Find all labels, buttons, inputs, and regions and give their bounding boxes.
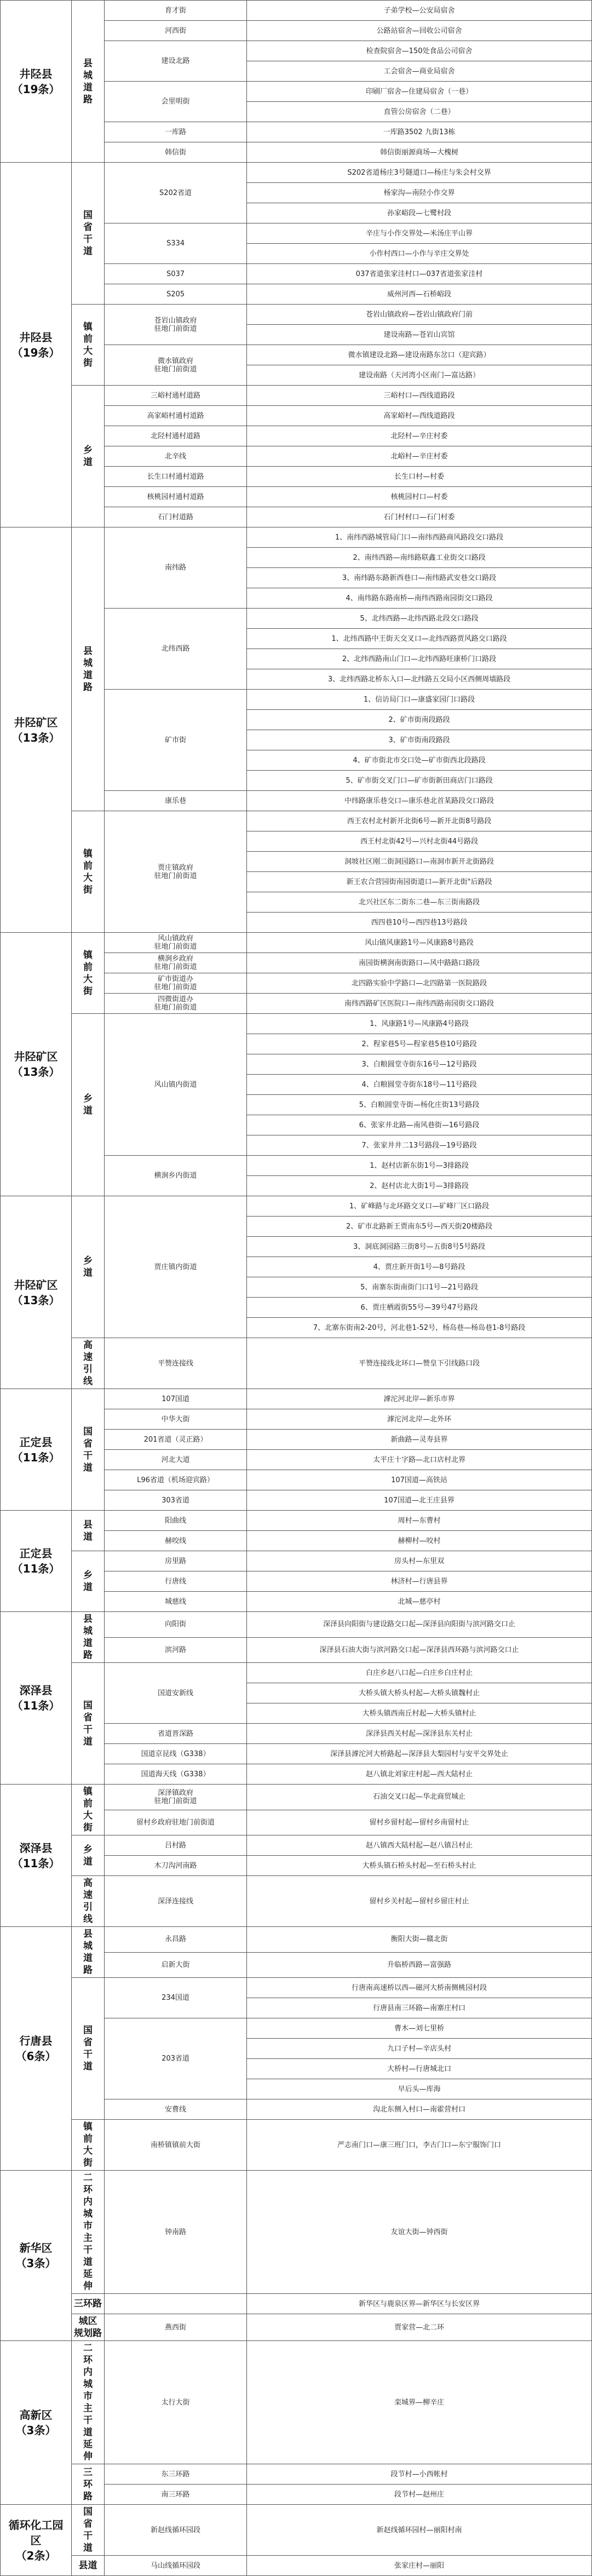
category-cell: 县 城 道 路 bbox=[72, 1612, 105, 1663]
road-range-cell: 小作村西口—小作与辛庄交界处 bbox=[247, 244, 592, 264]
road-range-cell: 行唐县南三环路—南寨庄村口 bbox=[247, 1998, 592, 2018]
road-range-cell: 2、矿市街南段路段 bbox=[247, 710, 592, 730]
road-range-cell: 5、白粮圆堂寺街—杨化庄街13号路段 bbox=[247, 1095, 592, 1115]
table-row bbox=[1, 2171, 592, 2294]
road-range-cell: 韩信街丽源商场—大槐树 bbox=[247, 142, 592, 163]
road-range-cell: 北峪村—辛庄村委 bbox=[247, 446, 592, 467]
road-name-cell: 107国道 bbox=[105, 1389, 247, 1409]
road-name-cell: 国道海天线（G338） bbox=[105, 1764, 247, 1785]
county-cell: 井陉县 （19条） bbox=[1, 1, 72, 163]
road-name-cell: 石门村道路 bbox=[105, 507, 247, 527]
road-name-cell: S202省道 bbox=[105, 163, 247, 223]
road-name-cell: 苍岩山镇政府 驻地门前街道 bbox=[105, 305, 247, 345]
road-range-cell: 3、矿市街南段路段 bbox=[247, 730, 592, 750]
road-name-cell: 新赵线循环园段 bbox=[105, 2505, 247, 2556]
road-range-cell: 曹木—刘七里桥 bbox=[247, 2018, 592, 2039]
road-name-cell: 滨河路 bbox=[105, 1637, 247, 1663]
road-name-cell: 风山镇政府 驻地门前街道 bbox=[105, 933, 247, 953]
road-name-cell: 建设北路 bbox=[105, 41, 247, 82]
category-cell: 县道 bbox=[72, 2556, 105, 2576]
road-name-cell: 一库路 bbox=[105, 122, 247, 142]
category-cell: 县 道 bbox=[72, 1511, 105, 1551]
road-name-cell: S205 bbox=[105, 284, 247, 305]
category-cell: 二 环 内 城 市 主 干 道 延 伸 bbox=[72, 2341, 105, 2464]
road-range-cell: 子弟学校—公安局宿舍 bbox=[247, 1, 592, 21]
road-range-cell: 2、北纬西路南山门口—北纬西路旺康桥门口路段 bbox=[247, 649, 592, 669]
road-name-cell: 深泽连接线 bbox=[105, 1876, 247, 1927]
county-cell: 井陉矿区 （13条） bbox=[1, 1196, 72, 1389]
road-range-cell: 段节村—赵州庄 bbox=[247, 2485, 592, 2505]
road-name-cell: 南桥镇镇前大街 bbox=[105, 2120, 247, 2171]
category-cell: 高 速 引 线 bbox=[72, 1338, 105, 1389]
road-name-cell: 房里路 bbox=[105, 1551, 247, 1571]
road-name-cell: 201省道（灵正路） bbox=[105, 1430, 247, 1450]
road-range-cell: 北兴社区东二街东二巷—东三街南路段 bbox=[247, 892, 592, 913]
road-range-cell: 公路站宿舍—回收公司宿舍 bbox=[247, 21, 592, 41]
category-cell: 国 省 干 道 bbox=[72, 1389, 105, 1511]
road-range-cell: 西四巷10号—西四巷13号路段 bbox=[247, 913, 592, 933]
category-cell: 乡 道 bbox=[72, 386, 105, 527]
road-range-cell: 赫柳村—咬村 bbox=[247, 1531, 592, 1551]
road-range-cell: S202省道杨庄3号隧道口—杨庄与朱会村交界 bbox=[247, 163, 592, 183]
road-name-cell: 省道晋深路 bbox=[105, 1724, 247, 1744]
road-range-cell: 1、风康路1号—风康路4号路段 bbox=[247, 1014, 592, 1034]
road-range-cell: 微水镇建设北路—建设南路东岔口（迎宾路） bbox=[247, 345, 592, 365]
road-name-cell: 203省道 bbox=[105, 2018, 247, 2099]
road-range-cell: 林济村—行唐县界 bbox=[247, 1571, 592, 1592]
road-range-cell: 赵八镇北刘家庄村起—西大陆村止 bbox=[247, 1764, 592, 1785]
road-range-cell: 新赵线循环园村—丽阳村南 bbox=[247, 2505, 592, 2556]
table-row bbox=[1, 2556, 592, 2576]
category-cell: 高 速 引 线 bbox=[72, 1876, 105, 1927]
table-row bbox=[1, 305, 592, 325]
road-range-cell: 1、南纬西路城管局门口—南纬西路商风路段交口路段 bbox=[247, 527, 592, 548]
road-range-cell: 行唐南高速桥以西—磁河大桥南侧桃园村段 bbox=[247, 1978, 592, 1998]
road-range-cell: 3、洞底洞园路三街8号—五街8号5号路段 bbox=[247, 1237, 592, 1257]
road-range-cell: 新王农合营园街南园街道口—新开北街"后路段 bbox=[247, 872, 592, 892]
road-name-cell: 河北大道 bbox=[105, 1450, 247, 1470]
road-name-cell: 向阳街 bbox=[105, 1612, 247, 1638]
road-name-cell: 启新大街 bbox=[105, 1952, 247, 1978]
category-cell: 城区 规划路 bbox=[72, 2314, 105, 2341]
road-name-cell: 北陉村通村道路 bbox=[105, 426, 247, 446]
road-name-cell: 韩信街 bbox=[105, 142, 247, 163]
road-range-cell: 风山镇风康路1号—风康路8号路段 bbox=[247, 933, 592, 953]
road-range-cell: 1、矿峰路与北环路交叉口—矿峰厂区口路段 bbox=[247, 1196, 592, 1217]
road-range-cell: 洞坡社区刚二街洞园路口—南洞市新开北街路段 bbox=[247, 852, 592, 872]
table-row bbox=[1, 1, 592, 21]
road-range-cell: 建设南路（天河湾小区南门—富达路） bbox=[247, 365, 592, 386]
road-range-cell: 新曲路—灵寿县界 bbox=[247, 1430, 592, 1450]
road-name-cell: 燕西街 bbox=[105, 2314, 247, 2341]
road-range-cell: 孙家峪段—七鹭村段 bbox=[247, 203, 592, 223]
table-row bbox=[1, 1785, 592, 1810]
road-name-cell: 横涧乡内街道 bbox=[105, 1156, 247, 1196]
table-row bbox=[1, 527, 592, 548]
road-range-cell: 2、程家巷5号—程家巷5巷10号路段 bbox=[247, 1034, 592, 1054]
road-range-cell: 2、南纬西路—南纬路联鑫工业街交口路段 bbox=[247, 548, 592, 568]
road-range-cell: 5、矿市街交叉门口—矿市街新田商店门口路段 bbox=[247, 771, 592, 791]
road-name-cell: 234国道 bbox=[105, 1978, 247, 2018]
road-range-cell: 栾城界—柳辛庄 bbox=[247, 2341, 592, 2464]
road-range-cell: 西王农村北村新开北街6号—新开北街8号路段 bbox=[247, 811, 592, 831]
road-range-cell: 三峪村口—西线道路段 bbox=[247, 386, 592, 406]
road-range-cell: 核桃园村口—村委 bbox=[247, 487, 592, 507]
road-range-cell: 升临桥西路—富强路 bbox=[247, 1952, 592, 1978]
road-range-cell: 石门村村口—石门村委 bbox=[247, 507, 592, 527]
road-name-cell: 微水镇政府 驻地门前街道 bbox=[105, 345, 247, 386]
category-cell: 镇 前 大 街 bbox=[72, 933, 105, 1014]
road-range-cell: 长生口村—村委 bbox=[247, 467, 592, 487]
table-row bbox=[1, 2464, 592, 2485]
table-row bbox=[1, 2341, 592, 2464]
road-name-cell: 北纬西路 bbox=[105, 609, 247, 690]
road-range-cell: 3、北纬西路北桥东入口—北纬路五交局小区西侧周墙路段 bbox=[247, 669, 592, 690]
road-range-cell: 工会宿舍—商业局宿舍 bbox=[247, 61, 592, 82]
table-row bbox=[1, 1014, 592, 1034]
road-name-cell: 矿市街道办 驻地门前街道 bbox=[105, 973, 247, 994]
road-name-cell: 横涧乡政府 驻地门前街道 bbox=[105, 953, 247, 973]
road-range-cell: 4、矿市街北市交口处—矿市街西北段路段 bbox=[247, 750, 592, 771]
road-name-cell: 贾庄镇政府 驻地门前街道 bbox=[105, 811, 247, 933]
road-name-cell: 矿市街 bbox=[105, 690, 247, 791]
road-range-cell: 高家峪村—西线道路段 bbox=[247, 406, 592, 426]
road-name-cell: 木刀沟河南路 bbox=[105, 1856, 247, 1876]
road-range-cell: 1、北纬西路中王街天交叉口—北纬西路贾风路交口路段 bbox=[247, 629, 592, 649]
county-cell: 正定县 （11条） bbox=[1, 1511, 72, 1612]
road-name-cell: 贾庄镇内街道 bbox=[105, 1196, 247, 1338]
category-cell: 国 省 干 道 bbox=[72, 163, 105, 305]
road-range-cell: 南园街横涧南街路口—风中路路口路段 bbox=[247, 953, 592, 973]
road-name-cell: 钟南路 bbox=[105, 2171, 247, 2294]
county-cell: 深泽县 （11条） bbox=[1, 1785, 72, 1927]
category-cell: 乡 道 bbox=[72, 1014, 105, 1196]
road-range-cell: 6、张家井北路—南风巷街—16号路段 bbox=[247, 1115, 592, 1135]
table-row bbox=[1, 2314, 592, 2341]
road-range-cell: 1、信访局门口—康盛家园门口路段 bbox=[247, 690, 592, 710]
county-cell: 井陉矿区 （13条） bbox=[1, 527, 72, 933]
road-range-cell: 留村乡留村起—留村乡南留村止 bbox=[247, 1810, 592, 1835]
road-range-cell: 深泽县滹沱河大桥路起—深泽县大梨园村与安平交界处止 bbox=[247, 1744, 592, 1764]
road-name-cell: 核桃园村通村道路 bbox=[105, 487, 247, 507]
road-range-cell: 新华区与鹿泉区界—新华区与长安区界 bbox=[247, 2294, 592, 2314]
table-row bbox=[1, 1511, 592, 1531]
road-range-cell: 037省道张家洼村口—037省道张家洼村 bbox=[247, 264, 592, 284]
road-name-cell: 303省道 bbox=[105, 1490, 247, 1511]
road-range-cell: 2、矿市北路新王贾南东5号—西天街20楼路段 bbox=[247, 1217, 592, 1237]
road-range-cell: 滹沱河北岸—北外环 bbox=[247, 1409, 592, 1430]
table-row bbox=[1, 1551, 592, 1571]
road-range-cell: 1、赵村店新东街1号—3排路段 bbox=[247, 1156, 592, 1176]
road-range-cell: 太平庄十字路—北口店村北界 bbox=[247, 1450, 592, 1470]
road-range-cell: 沟北东侧入村口—南霍营村口 bbox=[247, 2099, 592, 2120]
road-range-cell: 张家庄村—丽阳 bbox=[247, 2556, 592, 2576]
road-range-cell: 4、白粮圆堂寺街东18号—11号路段 bbox=[247, 1075, 592, 1095]
category-cell: 县 城 道 路 bbox=[72, 1927, 105, 1978]
road-range-cell: 中纬路康乐巷交口—康乐巷北首某路段交口路段 bbox=[247, 791, 592, 811]
county-cell: 井陉县 （19条） bbox=[1, 163, 72, 527]
table-row bbox=[1, 1663, 592, 1683]
county-cell: 行唐县 （6条） bbox=[1, 1927, 72, 2171]
table-row bbox=[1, 1978, 592, 1998]
county-cell: 高新区 （3条） bbox=[1, 2341, 72, 2505]
table-row bbox=[1, 2120, 592, 2171]
road-range-cell: 大桥头镇石桥头村起—至石桥头村止 bbox=[247, 1856, 592, 1876]
table-row bbox=[1, 933, 592, 953]
county-cell: 循环化工园 区 （2条） bbox=[1, 2505, 72, 2576]
road-range-cell: 6、贾庄栖霞街55号—39号47号路段 bbox=[247, 1298, 592, 1318]
road-name-cell: 留村乡政府驻地门前街道 bbox=[105, 1810, 247, 1835]
table-row bbox=[1, 1876, 592, 1927]
road-range-cell: 严志南门口—康三班门口，李古门口—东宁服饰门口 bbox=[247, 2120, 592, 2171]
road-range-cell: 南纬西路矿区医院口—南纬西路南园街交口路段 bbox=[247, 994, 592, 1014]
road-range-cell: 107国道—高铁站 bbox=[247, 1470, 592, 1490]
road-range-cell: 平赞连接线北环口—赞皇下引线路口段 bbox=[247, 1338, 592, 1389]
road-range-cell: 衡阳大街—赣北街 bbox=[247, 1927, 592, 1953]
category-cell: 镇 前 大 街 bbox=[72, 811, 105, 933]
road-range-cell: 2、赵村店北大街1号—3排路段 bbox=[247, 1176, 592, 1196]
road-range-cell: 107国道—北王庄县界 bbox=[247, 1490, 592, 1511]
road-range-cell: 段节村—小西帐村 bbox=[247, 2464, 592, 2485]
road-range-cell: 房头村—东里双 bbox=[247, 1551, 592, 1571]
road-name-cell: 南三环路 bbox=[105, 2485, 247, 2505]
road-range-cell: 5、北纬西路—北纬西路北段交口路段 bbox=[247, 609, 592, 629]
road-range-cell: 滹沱河北岸—新乐市界 bbox=[247, 1389, 592, 1409]
road-range-cell: 深泽县石油大街与滨河路交口起—深泽县西环路与滨河路交口止 bbox=[247, 1637, 592, 1663]
road-range-cell: 周村—东曹村 bbox=[247, 1511, 592, 1531]
road-name-cell: 行唐线 bbox=[105, 1571, 247, 1592]
road-range-cell: 直管公房宿舍（二巷） bbox=[247, 102, 592, 122]
road-name-cell: 河西街 bbox=[105, 21, 247, 41]
county-cell: 新华区 （3条） bbox=[1, 2171, 72, 2341]
road-range-cell: 印刷厂宿舍—住建局宿舍（一巷） bbox=[247, 82, 592, 102]
county-cell: 正定县 （11条） bbox=[1, 1389, 72, 1511]
road-range-cell: 大桥头镇西南丘村起—大桥头镇村止 bbox=[247, 1703, 592, 1724]
road-name-cell: 中华大街 bbox=[105, 1409, 247, 1430]
road-range-cell: 4、贾庄新开街1号—8号路段 bbox=[247, 1257, 592, 1277]
road-range-cell: 7、张家井井二13号路段—19号路段 bbox=[247, 1135, 592, 1156]
table-row bbox=[1, 1389, 592, 1409]
category-cell: 县 城 道 路 bbox=[72, 1, 105, 163]
category-cell: 国 省 干 道 bbox=[72, 1978, 105, 2120]
category-cell: 县 城 道 路 bbox=[72, 527, 105, 811]
road-name-cell: 东三环路 bbox=[105, 2464, 247, 2485]
category-cell: 镇 前 大 街 bbox=[72, 1785, 105, 1835]
road-name-cell: 永昌路 bbox=[105, 1927, 247, 1953]
road-name-cell: 四微街道办 驻地门前街道 bbox=[105, 994, 247, 1014]
road-range-cell: 威州河西—石桥峪段 bbox=[247, 284, 592, 305]
table-row bbox=[1, 2294, 592, 2314]
road-range-cell: 深泽县西关村起—深泽县东关村止 bbox=[247, 1724, 592, 1744]
category-cell: 镇 前 大 街 bbox=[72, 305, 105, 386]
road-range-cell: 一库路3502 九街13栋 bbox=[247, 122, 592, 142]
table-row bbox=[1, 1927, 592, 1953]
category-cell: 国 省 干 道 bbox=[72, 1663, 105, 1785]
road-name-cell: 康乐巷 bbox=[105, 791, 247, 811]
road-name-cell: 高家峪村通村道路 bbox=[105, 406, 247, 426]
table-row bbox=[1, 1835, 592, 1856]
road-range-cell: 九口子村—辛店头村 bbox=[247, 2039, 592, 2059]
road-name-cell: 会里明街 bbox=[105, 82, 247, 122]
road-name-cell: 长生口村通村道路 bbox=[105, 467, 247, 487]
road-name-cell: 育才街 bbox=[105, 1, 247, 21]
road-range-cell: 白庄乡赵八口起—白庄乡白庄村止 bbox=[247, 1663, 592, 1683]
category-cell: 乡 道 bbox=[72, 1551, 105, 1612]
road-name-cell: 平赞连接线 bbox=[105, 1338, 247, 1389]
road-name-cell: 南纬路 bbox=[105, 527, 247, 609]
road-name-cell: 国道安新线 bbox=[105, 1663, 247, 1724]
road-name-cell: 北辛线 bbox=[105, 446, 247, 467]
road-name-cell: 深泽镇政府 驻地门前街道 bbox=[105, 1785, 247, 1810]
county-cell: 井陉矿区 （13条） bbox=[1, 933, 72, 1196]
road-range-cell: 北城—慈亭村 bbox=[247, 1592, 592, 1612]
road-name-cell: 赫咬线 bbox=[105, 1531, 247, 1551]
road-name-cell: 吕村路 bbox=[105, 1835, 247, 1856]
road-range-cell: 3、白粮圆堂寺街东16号—12号路段 bbox=[247, 1054, 592, 1075]
road-range-cell: 留村乡关村起—留村乡留庄村止 bbox=[247, 1876, 592, 1927]
road-name-cell: S037 bbox=[105, 264, 247, 284]
road-range-cell: 3、南纬路东路新西巷口—南纬路武安巷交口路段 bbox=[247, 568, 592, 588]
road-range-cell: 北陉村—辛庄村委 bbox=[247, 426, 592, 446]
category-cell: 乡 道 bbox=[72, 1196, 105, 1338]
road-range-cell: 友谊大街—钟西街 bbox=[247, 2171, 592, 2294]
table-row bbox=[1, 1338, 592, 1389]
table-row bbox=[1, 386, 592, 406]
road-name-cell: 阳曲线 bbox=[105, 1511, 247, 1531]
road-range-cell: 大桥村—行唐城北口 bbox=[247, 2059, 592, 2079]
table-row bbox=[1, 1612, 592, 1638]
road-range-cell: 检查院宿舍—150处食品公司宿舍 bbox=[247, 41, 592, 61]
road-range-cell: 西王村北街42号—兴村北街44号路段 bbox=[247, 831, 592, 852]
road-range-cell: 7、北寨东街南2-20号，河北巷1-52号，杨岛巷—杨岛巷1-8号路段 bbox=[247, 1318, 592, 1338]
road-range-cell: 石油交叉口起—华北商贸城止 bbox=[247, 1785, 592, 1810]
road-range-cell: 赵八镇西大陆村起—赵八镇吕村止 bbox=[247, 1835, 592, 1856]
category-cell: 镇 前 大 街 bbox=[72, 2120, 105, 2171]
road-range-cell: 早后头—库海 bbox=[247, 2079, 592, 2099]
road-name-cell bbox=[105, 2294, 247, 2314]
county-cell: 深泽县 （11条） bbox=[1, 1612, 72, 1785]
road-name-cell: 风山镇内街道 bbox=[105, 1014, 247, 1156]
road-name-cell: 太行大街 bbox=[105, 2341, 247, 2464]
road-name-cell: 安曹线 bbox=[105, 2099, 247, 2120]
road-name-cell: 国道京昆线（G338） bbox=[105, 1744, 247, 1764]
road-range-cell: 贾家营—北二环 bbox=[247, 2314, 592, 2341]
table-row bbox=[1, 811, 592, 831]
road-range-cell: 5、南寨东街南街门口1号—21号路段 bbox=[247, 1277, 592, 1298]
road-name-cell: L96省道（机场迎宾路） bbox=[105, 1470, 247, 1490]
road-range-cell: 杨家沟—南陉小作交界 bbox=[247, 183, 592, 203]
category-cell: 乡 道 bbox=[72, 1835, 105, 1876]
road-range-cell: 深泽县向阳街与建设路交口起—深泽县向阳街与滨河路交口止 bbox=[247, 1612, 592, 1638]
road-table-body bbox=[1, 1, 592, 2576]
table-row bbox=[1, 2505, 592, 2556]
road-name-cell: 城慈线 bbox=[105, 1592, 247, 1612]
road-range-cell: 苍岩山镇政府—苍岩山镇政府门前 bbox=[247, 305, 592, 325]
category-cell: 三 环 路 bbox=[72, 2464, 105, 2505]
category-cell: 国 省 干 道 bbox=[72, 2505, 105, 2556]
category-cell: 三环路 bbox=[72, 2294, 105, 2314]
road-name-cell: 马山线循环园段 bbox=[105, 2556, 247, 2576]
table-row bbox=[1, 1196, 592, 1217]
table-row bbox=[1, 163, 592, 183]
road-name-cell: 三峪村通村道路 bbox=[105, 386, 247, 406]
road-range-cell: 4、南纬路东路南桥—南纬西路南园街交口路段 bbox=[247, 588, 592, 609]
road-range-cell: 北四路实验中学路口—北四路第一医院路段 bbox=[247, 973, 592, 994]
road-range-cell: 辛庄与小作交界处—米汤庄平山界 bbox=[247, 223, 592, 244]
road-range-cell: 大桥头镇大桥头村起—大桥头镇魏村止 bbox=[247, 1683, 592, 1703]
road-range-cell: 建设南路—苍岩山宾馆 bbox=[247, 325, 592, 345]
category-cell: 二 环 内 城 市 主 干 道 延 伸 bbox=[72, 2171, 105, 2294]
road-name-cell: S334 bbox=[105, 223, 247, 264]
